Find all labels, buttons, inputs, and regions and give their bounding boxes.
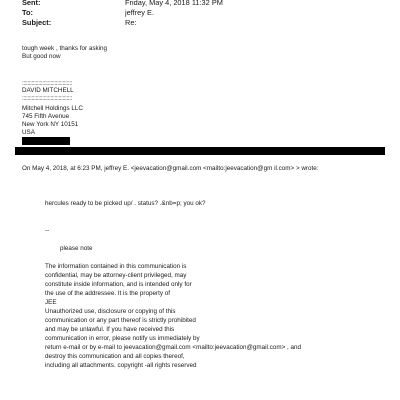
signature-address-2: New York NY 10151 bbox=[22, 121, 79, 128]
reply-line-1: tough week , thanks for asking bbox=[22, 45, 108, 52]
signature-country: USA bbox=[22, 129, 35, 136]
to-label: To: bbox=[22, 8, 33, 17]
disclaimer-line: communication in error, please notify us immediately by bbox=[45, 335, 200, 342]
disclaimer-line: return e-mail or by e-mail to jeevacation@gmail.com <mailto:jeevacation@gmail.com> , and bbox=[45, 344, 302, 351]
disclaimer-line: the use of the addressee. It is the property of bbox=[45, 290, 170, 297]
disclaimer-line: confidential, may be attorney-client privileged, may bbox=[45, 272, 187, 279]
disclaimer-line: The information contained in this communication is bbox=[45, 263, 187, 270]
redaction-bar-long bbox=[15, 147, 385, 155]
disclaimer-line: constitute inside information, and is intended only for bbox=[45, 281, 192, 288]
subject-label: Subject: bbox=[22, 18, 52, 27]
reply-line-2: But good now bbox=[22, 53, 61, 60]
signature-divider-2: ::::::::::::::::::::::::::::::::::::: bbox=[22, 95, 72, 102]
disclaimer-line: communication or any part thereof is strictly prohibited bbox=[45, 317, 196, 324]
disclaimer-line: and may be unlawful. If you have received this bbox=[45, 326, 175, 333]
disclaimer-line: JEE bbox=[45, 299, 57, 306]
sent-label: Sent: bbox=[22, 0, 41, 7]
disclaimer-line: destroy this communication and all copies thereof, bbox=[45, 353, 185, 360]
quote-attribution: On May 4, 2018, at 6:23 PM, jeffrey E. <jeevacation@gmail.com <mailto:jeevacation@gm il.com> > wrote: bbox=[22, 165, 319, 172]
sent-value: Friday, May 4, 2018 11:32 PM bbox=[125, 0, 223, 7]
signature-divider: ::::::::::::::::::::::::::::::::::::: bbox=[22, 80, 72, 87]
signature-company: Mitchell Holdings LLC bbox=[22, 105, 83, 112]
to-value: jeffrey E. bbox=[125, 8, 155, 17]
disclaimer-line: Unauthorized use, disclosure or copying of this bbox=[45, 308, 176, 315]
quoted-message: hercules ready to be picked up/ . status? .&nb=p; you ok? bbox=[45, 200, 206, 207]
quote-separator: -- bbox=[45, 227, 50, 234]
signature-address-1: 745 Fifth Avenue bbox=[22, 113, 70, 120]
disclaimer-line: including all attachments. copyright -all rights reserved bbox=[45, 362, 197, 369]
subject-value: Re: bbox=[125, 18, 137, 27]
signature-name: DAVID MITCHELL bbox=[22, 87, 74, 94]
redaction-bar-short bbox=[22, 137, 70, 145]
please-note: please note bbox=[60, 245, 93, 252]
